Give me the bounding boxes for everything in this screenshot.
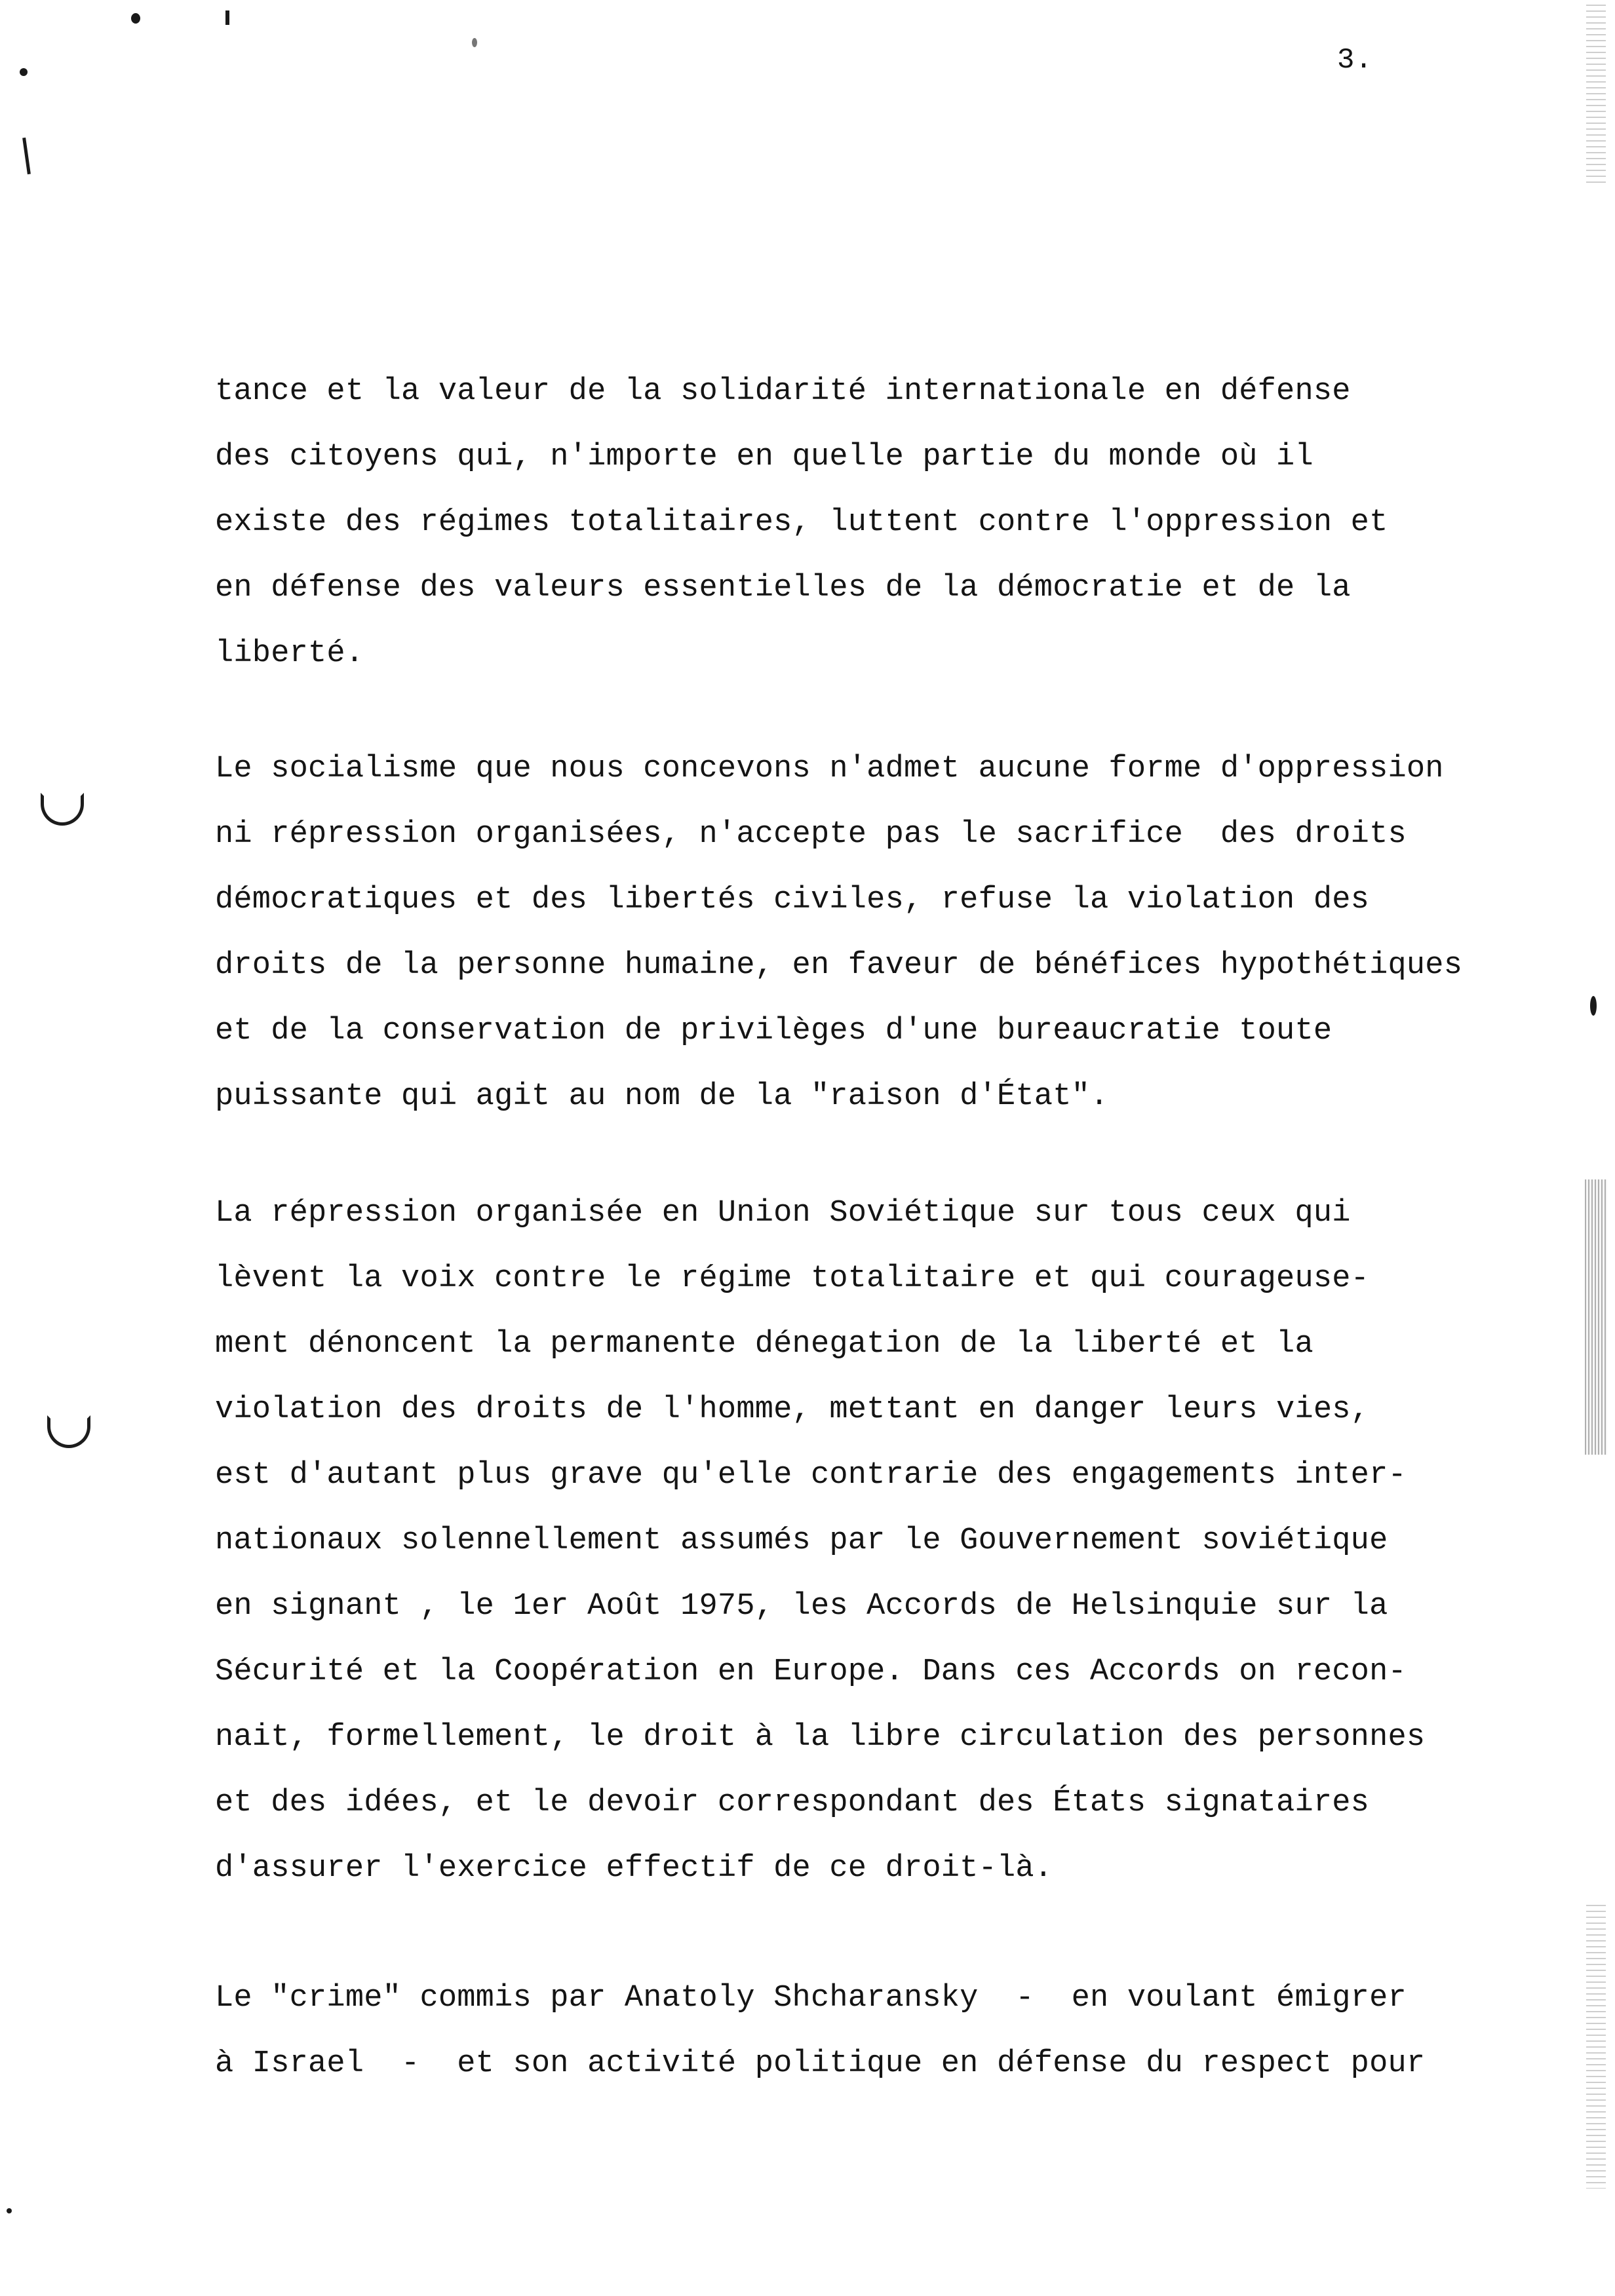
text-line: droits de la personne humaine, en faveur de bénéfices hypothétiques (215, 948, 1463, 983)
paragraph (215, 359, 1388, 687)
text-line: existe des régimes totalitaires, luttent contre l'oppression et (215, 505, 1388, 540)
text-line: puissante qui agit au nom de la "raison d'État". (215, 1079, 1109, 1114)
paragraph (215, 1181, 1425, 1902)
text-line: et de la conservation de privilèges d'une bureaucratie toute (215, 1014, 1333, 1048)
text-line: démocratiques et des libertés civiles, refuse la violation des (215, 883, 1370, 917)
punch-hole-mark (41, 793, 84, 826)
text-line: en signant , le 1er Août 1975, les Accords de Helsinquie sur la (215, 1589, 1388, 1624)
scan-edge-shadow (1586, 0, 1606, 183)
paragraph (215, 737, 1462, 1130)
text-line: est d'autant plus grave qu'elle contrarie des engagements inter- (215, 1458, 1407, 1493)
text-line: en défense des valeurs essentielles de la démocratie et de la (215, 571, 1351, 605)
scan-speck (20, 68, 28, 76)
text-line: et des idées, et le devoir correspondant des États signataires (215, 1786, 1370, 1820)
text-line: Sécurité et la Coopération en Europe. Dans ces Accords on recon- (215, 1655, 1407, 1689)
text-line: des citoyens qui, n'importe en quelle partie du monde où il (215, 440, 1313, 474)
scan-speck (1590, 996, 1597, 1016)
scan-edge-noise (1585, 1179, 1607, 1455)
paragraph (215, 1966, 1425, 2097)
scan-speck (131, 13, 140, 24)
scan-edge-shadow (1586, 1900, 1606, 2189)
text-line: liberté. (215, 636, 364, 671)
text-line: Le socialisme que nous concevons n'admet aucune forme d'oppression (215, 752, 1444, 786)
text-line: à Israel - et son activité politique en défense du respect pour (215, 2046, 1426, 2081)
scan-speck (7, 2208, 12, 2213)
text-line: Le "crime" commis par Anatoly Shcharansky - en voulant émigrer (215, 1981, 1407, 2016)
text-line: tance et la valeur de la solidarité internationale en défense (215, 374, 1351, 409)
page-number: 3. (1337, 44, 1373, 77)
punch-hole-mark (47, 1415, 90, 1448)
scan-speck (225, 10, 229, 25)
text-line: nait, formellement, le droit à la libre circulation des personnes (215, 1720, 1426, 1755)
text-line: violation des droits de l'homme, mettant en danger leurs vies, (215, 1392, 1370, 1427)
text-line: d'assurer l'exercice effectif de ce droit-là. (215, 1851, 1053, 1886)
text-line: ni répression organisées, n'accepte pas le sacrifice des droits (215, 817, 1407, 852)
scan-speck (22, 138, 31, 174)
text-line: lèvent la voix contre le régime totalitaire et qui courageuse- (215, 1261, 1370, 1296)
text-line: nationaux solennellement assumés par le Gouvernement soviétique (215, 1523, 1388, 1558)
text-line: ment dénoncent la permanente dénegation de la liberté et la (215, 1327, 1313, 1362)
scan-speck (472, 38, 477, 47)
text-line: La répression organisée en Union Soviétique sur tous ceux qui (215, 1196, 1351, 1231)
